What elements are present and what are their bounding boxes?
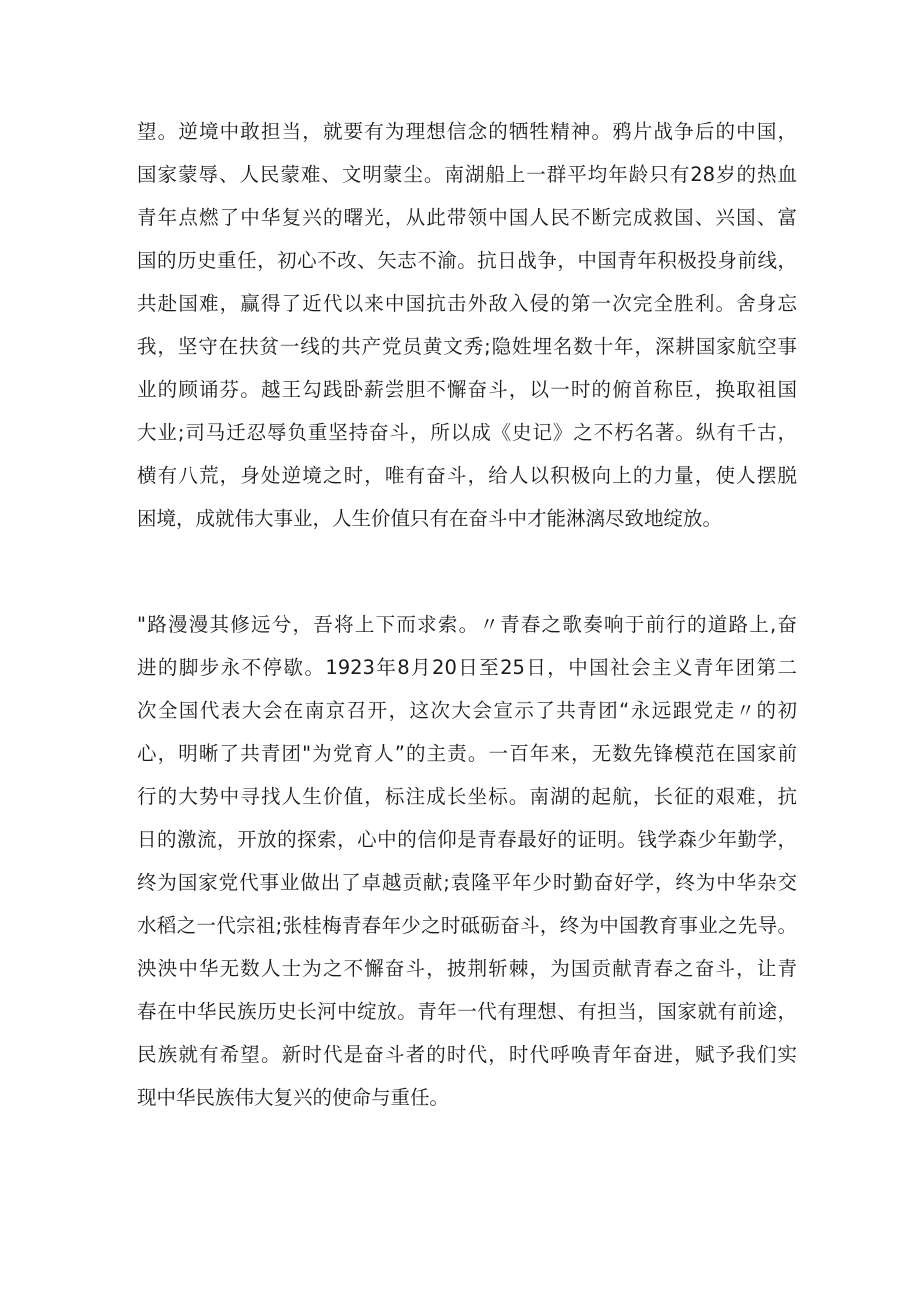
text-line: 现中华民族伟大复兴的使命与重任。 bbox=[137, 1086, 450, 1109]
text-line: 泱泱中华无数人士为之不懈奋斗，披荆斩棘，为国贡献青春之奋斗，让青 bbox=[137, 957, 797, 980]
text-line: 行的大势中寻找人生价值，标注成长坐标。南湖的起航，长征的艰难，抗 bbox=[137, 785, 797, 808]
text-line: 民族就有希望。新时代是奋斗者的时代，时代呼唤青年奋进，赋予我们实 bbox=[137, 1043, 797, 1066]
text-line: 大业;司马迁忍辱负重坚持奋斗，所以成《史记》之不朽名著。纵有千古， bbox=[137, 421, 797, 444]
text-line: 国的历史重任，初心不改、矢志不渝。抗日战争，中国青年积极投身前线， bbox=[137, 249, 797, 272]
text-line: 青年点燃了中华复兴的曙光，从此带领中国人民不断完成救国、兴国、富 bbox=[137, 206, 797, 229]
text-line: 水稻之一代宗祖;张桂梅青春年少之时砥砺奋斗，终为中国教育事业之先导。 bbox=[137, 914, 797, 937]
text-line: 进的脚步永不停歇。1923年8月20日至25日，中国社会主义青年团第二 bbox=[137, 656, 797, 679]
text-line: 终为国家党代事业做出了卓越贡献;袁隆平年少时勤奋好学，终为中华杂交 bbox=[137, 871, 797, 894]
text-line: 横有八荒，身处逆境之时，唯有奋斗，给人以积极向上的力量，使人摆脱 bbox=[137, 464, 797, 487]
paragraph bbox=[137, 603, 797, 1119]
text-line: 我，坚守在扶贫一线的共产党员黄文秀;隐姓埋名数十年，深耕国家航空事 bbox=[137, 335, 797, 358]
text-line: 困境，成就伟大事业，人生价值只有在奋斗中才能淋漓尽致地绽放。 bbox=[137, 507, 723, 530]
text-line: 国家蒙辱、人民蒙难、文明蒙尘。南湖船上一群平均年龄只有28岁的热血 bbox=[137, 163, 797, 186]
text-line: 次全国代表大会在南京召开，这次大会宣示了共青团“永远跟党走〃的初 bbox=[137, 699, 797, 722]
text-line: 日的激流，开放的探索，心中的信仰是青春最好的证明。钱学森少年勤学， bbox=[137, 828, 797, 851]
text-line: 共赴国难，赢得了近代以来中国抗击外敌入侵的第一次完全胜利。舍身忘 bbox=[137, 292, 797, 315]
text-line: 业的顾诵芬。越王勾践卧薪尝胆不懈奋斗，以一时的俯首称臣，换取祖国 bbox=[137, 378, 797, 401]
paragraph bbox=[137, 110, 797, 540]
text-line: 望。逆境中敢担当，就要有为理想信念的牺牲精神。鸦片战争后的中国， bbox=[137, 120, 797, 143]
text-line: 心，明晰了共青团"为党育人”的主责。一百年来，无数先锋模范在国家前 bbox=[137, 742, 797, 765]
text-line: "路漫漫其修远兮，吾将上下而求索。〃青春之歌奏响于前行的道路上,奋 bbox=[137, 613, 797, 636]
text-line: 春在中华民族历史长河中绽放。青年一代有理想、有担当，国家就有前途， bbox=[137, 1000, 797, 1023]
